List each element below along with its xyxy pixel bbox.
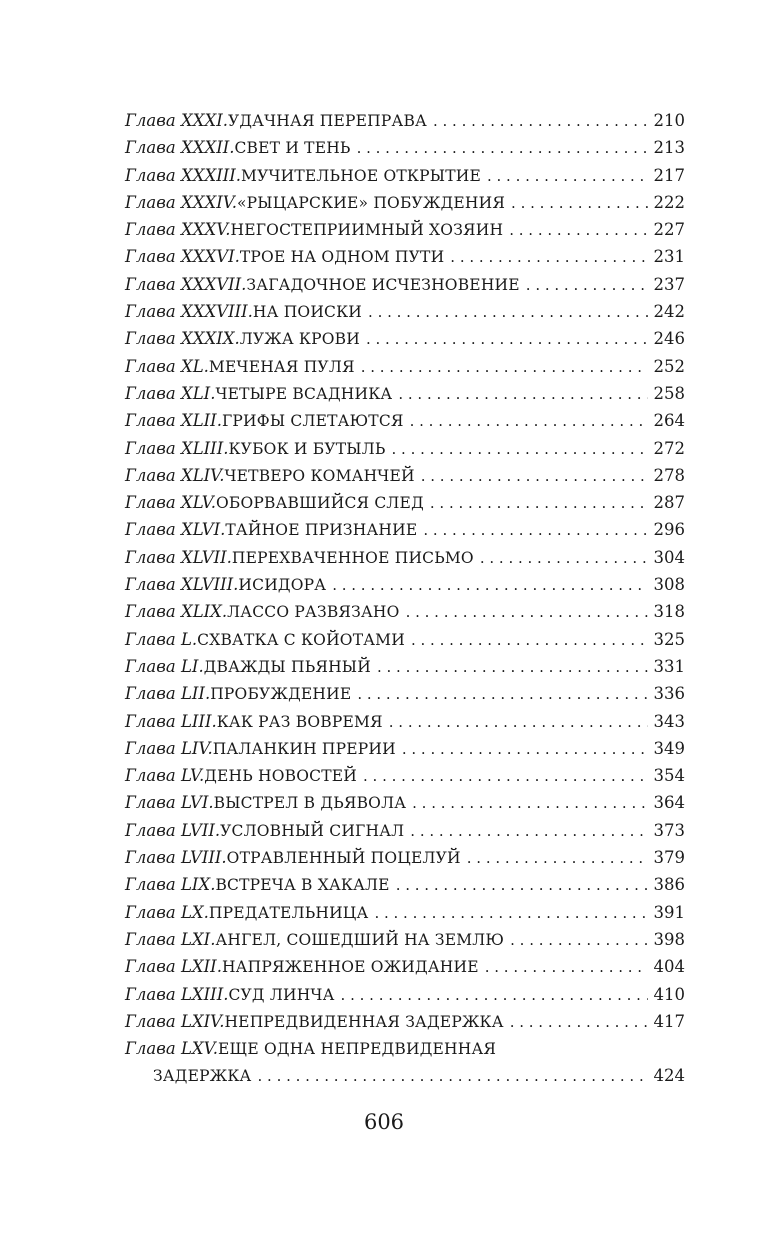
leader-dots xyxy=(374,900,647,927)
page-number: 318 xyxy=(653,602,685,622)
leader-dots xyxy=(423,517,647,544)
chapter-title: ДВАЖДЫ ПЬЯНЫЙ xyxy=(203,657,371,676)
page-number: 373 xyxy=(653,820,685,840)
chapter-title: КАК РАЗ ВОВРЕМЯ xyxy=(216,712,383,731)
leader-dots xyxy=(377,654,648,681)
chapter-title: МЕЧЕНАЯ ПУЛЯ xyxy=(208,357,355,376)
chapter-title: ДЕНЬ НОВОСТЕЙ xyxy=(204,767,357,786)
toc-entry xyxy=(125,407,685,434)
chapter-title: ЕЩЕ ОДНА НЕПРЕДВИДЕННАЯ xyxy=(217,1040,497,1059)
leader-dots xyxy=(368,299,647,326)
leader-dots xyxy=(411,627,648,654)
toc-entry xyxy=(125,708,685,735)
toc-entry-last-continuation xyxy=(125,1062,685,1089)
chapter-label: Глава LXII. xyxy=(125,957,222,977)
page-number: 242 xyxy=(653,302,685,322)
chapter-title: ТРОЕ НА ОДНОМ ПУТИ xyxy=(239,248,445,267)
leader-dots xyxy=(467,845,648,872)
page-number: 213 xyxy=(653,138,685,158)
leader-dots xyxy=(398,381,647,408)
page-number: 264 xyxy=(653,411,685,431)
chapter-label: Глава XLVI. xyxy=(125,520,226,540)
leader-dots xyxy=(510,927,647,954)
leader-dots xyxy=(357,681,647,708)
chapter-label: Глава LXI. xyxy=(125,929,216,949)
toc-entry xyxy=(125,243,685,270)
page-number: 398 xyxy=(653,929,685,949)
leader-dots xyxy=(526,272,648,299)
leader-dots xyxy=(412,790,647,817)
leader-dots xyxy=(421,463,648,490)
page-number: 217 xyxy=(653,165,685,185)
leader-dots xyxy=(341,982,648,1009)
toc-entry xyxy=(125,926,685,953)
chapter-label: Глава XXXVI. xyxy=(125,247,240,267)
page-number: 246 xyxy=(653,329,685,349)
page-number: 354 xyxy=(653,766,685,786)
chapter-title: ЧЕТЫРЕ ВСАДНИКА xyxy=(215,384,393,403)
toc-entry xyxy=(125,1008,685,1035)
chapter-label: Глава XXXVII. xyxy=(125,274,247,294)
chapter-label: Глава LIII. xyxy=(125,711,217,731)
chapter-label: Глава XLI. xyxy=(125,383,216,403)
chapter-label: Глава LXIII. xyxy=(125,984,229,1004)
toc-entry xyxy=(125,598,685,625)
chapter-label: Глава L. xyxy=(125,629,198,649)
toc-entry xyxy=(125,871,685,898)
chapter-title: ВСТРЕЧА В ХАКАЛЕ xyxy=(215,876,390,895)
page-number: 222 xyxy=(653,192,685,212)
chapter-label: Глава XL. xyxy=(125,356,209,376)
chapter-title: ЛУЖА КРОВИ xyxy=(239,330,360,349)
chapter-label: Глава XXXIX. xyxy=(125,329,240,349)
toc-entry xyxy=(125,571,685,598)
chapter-title: ТАЙНОЕ ПРИЗНАНИЕ xyxy=(225,521,418,540)
toc-entry xyxy=(125,462,685,489)
leader-dots xyxy=(389,709,648,736)
chapter-title-continued: ЗАДЕРЖКА xyxy=(153,1067,252,1086)
page-number: 364 xyxy=(653,793,685,813)
table-of-contents xyxy=(125,107,685,1090)
toc-entry xyxy=(125,653,685,680)
page-number: 308 xyxy=(653,575,685,595)
chapter-label: Глава LVI. xyxy=(125,793,214,813)
page-number: 258 xyxy=(653,383,685,403)
toc-entry xyxy=(125,844,685,871)
page-number: 417 xyxy=(653,1011,685,1031)
chapter-title: ВЫСТРЕЛ В ДЬЯВОЛА xyxy=(213,794,407,813)
page-number: 325 xyxy=(653,629,685,649)
leader-dots xyxy=(511,190,647,217)
chapter-label: Глава XXXVIII. xyxy=(125,302,253,322)
page-number: 424 xyxy=(653,1066,685,1086)
chapter-title: НАПРЯЖЕННОЕ ОЖИДАНИЕ xyxy=(221,958,479,977)
page-number: 231 xyxy=(653,247,685,267)
chapter-label: Глава LX. xyxy=(125,902,209,922)
page-number: 343 xyxy=(653,711,685,731)
page-number: 391 xyxy=(653,902,685,922)
chapter-label: Глава XLII. xyxy=(125,411,222,431)
leader-dots xyxy=(366,326,648,353)
toc-entry xyxy=(125,626,685,653)
chapter-label: Глава XXXII. xyxy=(125,138,235,158)
toc-entry xyxy=(125,762,685,789)
toc-entry xyxy=(125,162,685,189)
toc-entry xyxy=(125,489,685,516)
chapter-title: УСЛОВНЫЙ СИГНАЛ xyxy=(220,821,405,840)
page-number: 237 xyxy=(653,274,685,294)
page-number: 287 xyxy=(653,493,685,513)
chapter-title: УДАЧНАЯ ПЕРЕПРАВА xyxy=(227,112,427,130)
chapter-title: ПЕРЕХВАЧЕННОЕ ПИСЬМО xyxy=(231,548,474,567)
leader-dots xyxy=(410,818,647,845)
toc-entry xyxy=(125,899,685,926)
toc-entry xyxy=(125,134,685,161)
leader-dots xyxy=(410,408,648,435)
leader-dots xyxy=(396,872,648,899)
toc-entry xyxy=(125,789,685,816)
toc-entry xyxy=(125,981,685,1008)
leader-dots xyxy=(433,108,648,135)
chapter-label: Глава XXXI. xyxy=(125,111,228,130)
chapter-label: Глава LIX. xyxy=(125,875,216,895)
leader-dots xyxy=(357,135,648,162)
leader-dots xyxy=(392,436,648,463)
toc-entry xyxy=(125,735,685,762)
chapter-label: Глава LVII. xyxy=(125,820,221,840)
chapter-label: Глава LXIV. xyxy=(125,1011,225,1031)
leader-dots xyxy=(480,545,648,572)
leader-dots xyxy=(485,954,648,981)
leader-dots xyxy=(510,1009,648,1036)
leader-dots xyxy=(332,572,647,599)
chapter-title: КУБОК И БУТЫЛЬ xyxy=(228,439,386,458)
toc-entry xyxy=(125,271,685,298)
toc-entry-last xyxy=(125,1035,685,1062)
toc-entry xyxy=(125,189,685,216)
chapter-label: Глава XLV. xyxy=(125,493,216,513)
page-number: 404 xyxy=(653,957,685,977)
toc-entry xyxy=(125,817,685,844)
toc-entry xyxy=(125,516,685,543)
chapter-title: ГРИФЫ СЛЕТАЮТСЯ xyxy=(221,412,404,431)
toc-entry xyxy=(125,107,685,134)
leader-dots xyxy=(430,490,648,517)
chapter-title: ЛАССО РАЗВЯЗАНО xyxy=(227,603,400,622)
toc-entry xyxy=(125,353,685,380)
leader-dots xyxy=(402,736,648,763)
chapter-title: ЧЕТВЕРО КОМАНЧЕЙ xyxy=(224,466,415,485)
page-number: 252 xyxy=(653,356,685,376)
chapter-label: Глава XLVII. xyxy=(125,547,232,567)
chapter-title: НЕПРЕДВИДЕННАЯ ЗАДЕРЖКА xyxy=(224,1012,504,1031)
chapter-title: МУЧИТЕЛЬНОЕ ОТКРЫТИЕ xyxy=(241,166,481,185)
chapter-label: Глава LIV. xyxy=(125,738,213,758)
chapter-title: АНГЕЛ, СОШЕДШИЙ НА ЗЕМЛЮ xyxy=(215,930,505,949)
toc-entry xyxy=(125,544,685,571)
page-number: 304 xyxy=(653,547,685,567)
chapter-label: Глава LVIII. xyxy=(125,848,227,868)
page-number: 331 xyxy=(653,656,685,676)
chapter-title: ПРОБУЖДЕНИЕ xyxy=(210,685,352,704)
folio-page-number: 606 xyxy=(363,1110,405,1134)
chapter-title: ПАЛАНКИН ПРЕРИИ xyxy=(212,739,396,758)
page-number: 278 xyxy=(653,465,685,485)
page-number: 210 xyxy=(653,111,685,130)
chapter-title: НА ПОИСКИ xyxy=(252,303,363,322)
chapter-label: Глава XXXIII. xyxy=(125,165,241,185)
chapter-title: ОТРАВЛЕННЫЙ ПОЦЕЛУЙ xyxy=(226,849,461,868)
page-number: 227 xyxy=(653,220,685,240)
chapter-label: Глава XXXV. xyxy=(125,220,231,240)
chapter-title: СХВАТКА С КОЙОТАМИ xyxy=(197,630,405,649)
toc-entry xyxy=(125,953,685,980)
toc-entry xyxy=(125,680,685,707)
chapter-label: Глава LV. xyxy=(125,766,205,786)
toc-entry xyxy=(125,298,685,325)
page-number: 296 xyxy=(653,520,685,540)
page-number: 410 xyxy=(653,984,685,1004)
toc-entry xyxy=(125,216,685,243)
leader-dots xyxy=(361,354,648,381)
chapter-title: СВЕТ И ТЕНЬ xyxy=(234,139,351,158)
chapter-label: Глава XXXIV. xyxy=(125,192,237,212)
leader-dots xyxy=(450,244,647,271)
chapter-label: Глава LXV. xyxy=(125,1039,218,1059)
page-number: 386 xyxy=(653,875,685,895)
chapter-label: Глава XLIX. xyxy=(125,602,228,622)
page-number: 379 xyxy=(653,848,685,868)
chapter-label: Глава XLIII. xyxy=(125,438,229,458)
leader-dots xyxy=(363,763,648,790)
page-number: 336 xyxy=(653,684,685,704)
chapter-title: ОБОРВАВШИЙСЯ СЛЕД xyxy=(215,494,424,513)
chapter-title: ПРЕДАТЕЛЬНИЦА xyxy=(208,903,369,922)
leader-dots xyxy=(487,163,648,190)
chapter-label: Глава LI. xyxy=(125,656,204,676)
chapter-title: ИСИДОРА xyxy=(238,576,327,595)
chapter-title: «РЫЦАРСКИЕ» ПОБУЖДЕНИЯ xyxy=(237,193,506,212)
leader-dots xyxy=(406,599,648,626)
page-number: 349 xyxy=(653,738,685,758)
chapter-label: Глава XLVIII. xyxy=(125,575,239,595)
toc-entry xyxy=(125,435,685,462)
chapter-label: Глава LII. xyxy=(125,684,211,704)
chapter-label: Глава XLIV. xyxy=(125,465,225,485)
leader-dots xyxy=(509,217,647,244)
chapter-title: ЗАГАДОЧНОЕ ИСЧЕЗНОВЕНИЕ xyxy=(246,275,520,294)
leader-dots xyxy=(258,1063,648,1090)
chapter-title: НЕГОСТЕПРИИМНЫЙ ХОЗЯИН xyxy=(230,221,504,240)
chapter-title: СУД ЛИНЧА xyxy=(228,985,335,1004)
toc-entry xyxy=(125,380,685,407)
page-number: 272 xyxy=(653,438,685,458)
toc-entry xyxy=(125,325,685,352)
